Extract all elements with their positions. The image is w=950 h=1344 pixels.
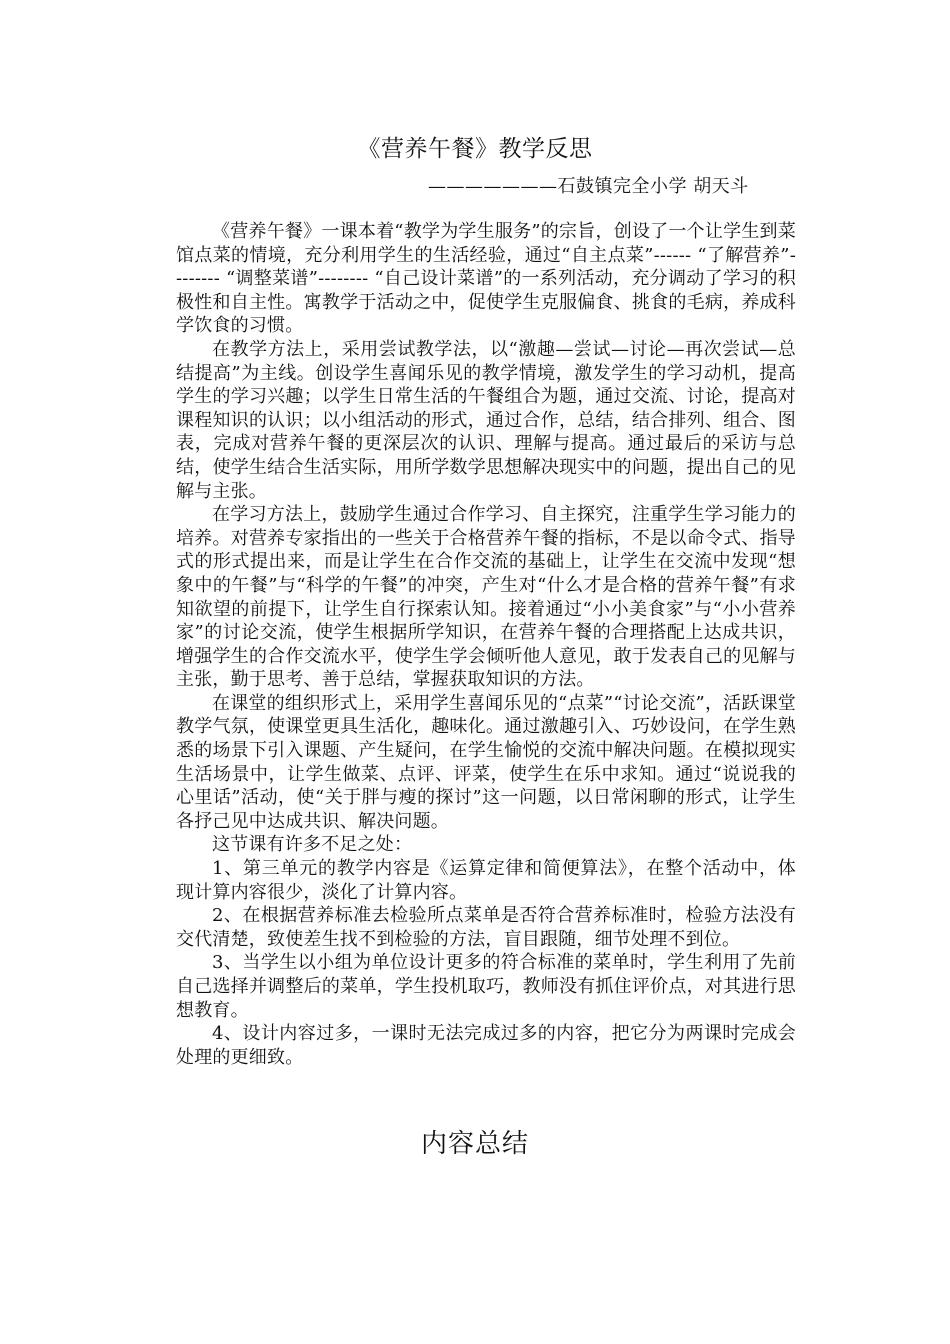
paragraph-learning-method: 在学习方法上，鼓励学生通过合作学习、自主探究，注重学生学习能力的培养。对营养专家指出的一些关于合格营养午餐的指标，不是以命令式、指导式的形式提出来，而是让学生在合作交流的基础上，让学生在交流中发现“想象中的午餐”与“科学的午餐”的冲突，产生对“什么才是合格的营养午餐”有求知欲望的前提下，让学生自行探索认知。接着通过“小小美食家”与“小小营养家”的讨论交流，使学生根据所学知识，在营养午餐的合理搭配上达成共识，增强学生的合作交流水平，使学生学会倾听他人意见，敢于发表自己的见解与主张，勤于思考、善于总结，掌握获取知识的方法。 xyxy=(176,504,796,691)
shortcoming-item-2: 2、在根据营养标准去检验所点菜单是否符合营养标准时，检验方法没有交代清楚，致使差生找不到检验的方法，盲目跟随，细节处理不到位。 xyxy=(176,905,796,950)
paragraph-intro: 《营养午餐》一课本着“教学为学生服务”的宗旨，创设了一个让学生到菜馆点菜的情境，充分利用学生的生活经验，通过“自主点菜”------ “了解营养”-------- “调整菜谱”-------- “自己设计菜谱”的一系列活动，充分调动了学习的积极性和自主性。寓教学于活动之中，促使学生克服偏食、挑食的毛病，养成科学饮食的习惯。 xyxy=(176,221,796,337)
shortcoming-item-1: 1、第三单元的教学内容是《运算定律和简便算法》，在整个活动中，体现计算内容很少，淡化了计算内容。 xyxy=(176,858,796,903)
shortcoming-item-4: 4、设计内容过多，一课时无法完成过多的内容，把它分为两课时完成会处理的更细致。 xyxy=(176,1023,796,1068)
paragraph-shortcomings-intro: 这节课有许多不足之处： xyxy=(212,834,413,856)
author-line: ———————石鼓镇完全小学 胡天斗 xyxy=(428,176,749,197)
document-body xyxy=(176,220,796,1069)
document-title: 《营养午餐》教学反思 xyxy=(357,136,593,162)
summary-heading: 内容总结 xyxy=(420,1129,529,1159)
paragraph-classroom-organization: 在课堂的组织形式上，采用学生喜闻乐见的“点菜”“讨论交流”，活跃课堂教学气氛，使课堂更具生活化，趣味化。通过激趣引入、巧妙设问，在学生熟悉的场景下引入课题、产生疑问，在学生愉悦的交流中解决问题。在模拟现实生活场景中，让学生做菜、点评、评菜，使学生在乐中求知。通过“说说我的心里话”活动，使“关于胖与瘦的探讨”这一问题，以日常闲聊的形式，让学生各抒己见中达成共识、解决问题。 xyxy=(176,692,796,832)
shortcoming-item-3: 3、当学生以小组为单位设计更多的符合标准的菜单时，学生利用了先前自己选择并调整后的菜单，学生投机取巧，教师没有抓住评价点，对其进行思想教育。 xyxy=(176,952,796,1021)
paragraph-teaching-method: 在教学方法上，采用尝试教学法，以“激趣—尝试—讨论—再次尝试—总结提高”为主线。创设学生喜闻乐见的教学情境，激发学生的学习动机，提高学生的学习兴趣；以学生日常生活的午餐组合为题，通过交流、讨论，提高对课程知识的认识；以小组活动的形式，通过合作，总结，结合排列、组合、图表，完成对营养午餐的更深层次的认识、理解与提高。通过最后的采访与总结，使学生结合生活实际，用所学数学思想解决现实中的问题，提出自己的见解与主张。 xyxy=(176,338,796,502)
